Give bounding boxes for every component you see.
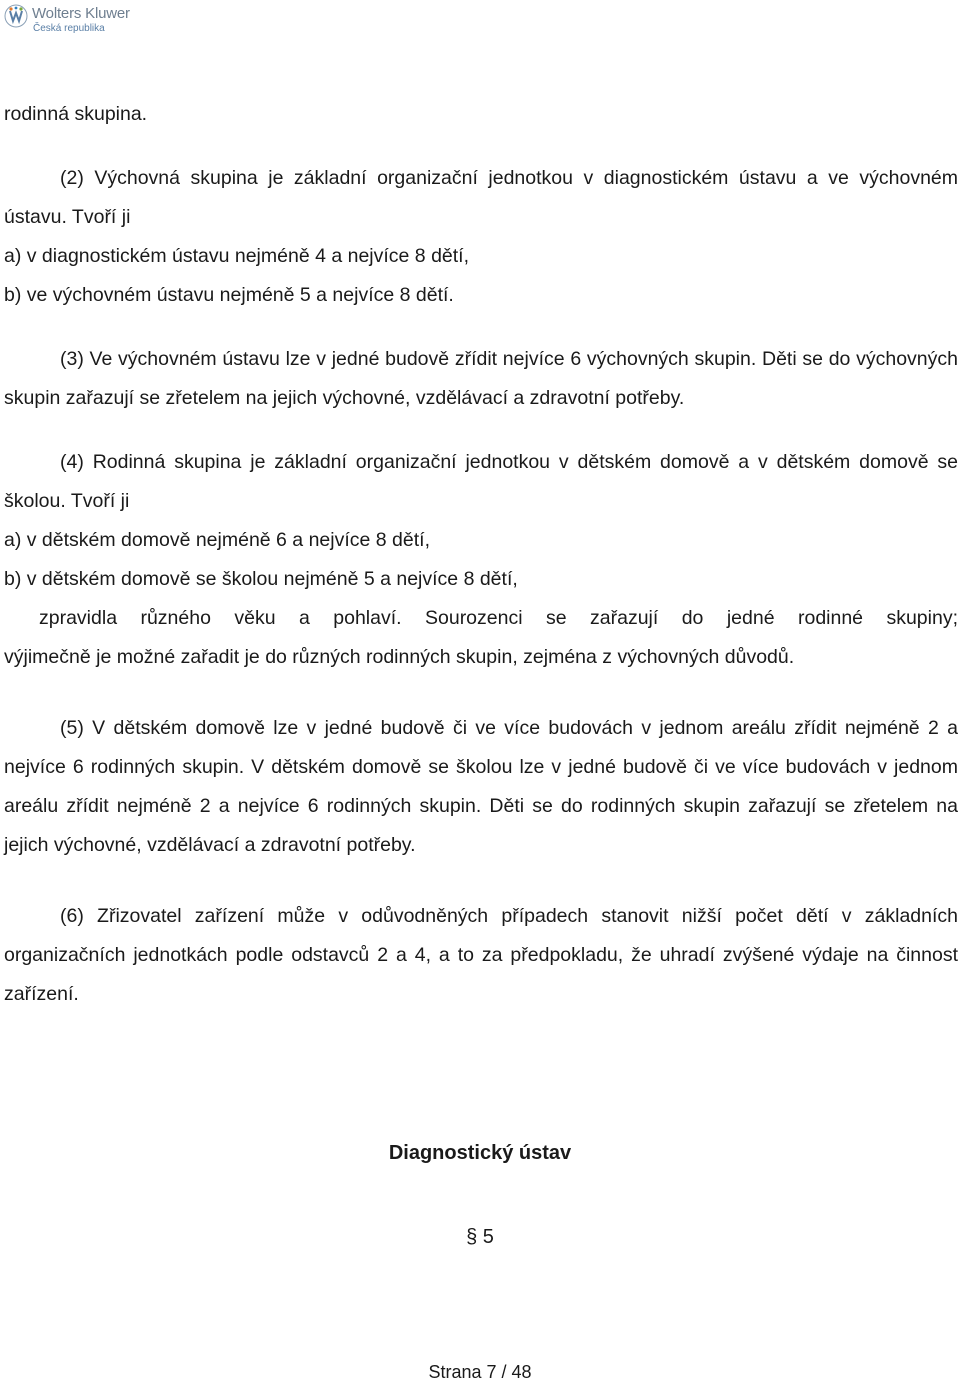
logo-subtitle: Česká republika [33,23,105,34]
paragraph-4: (4) Rodinná skupina je základní organizační jednotkou v dětském domově a v dětském domově se školou. Tvoří ji [4,451,958,512]
page-number: Strana 7 / 48 [428,1362,532,1382]
paragraph-4-continuation-2: výjimečně je možné zařadit je do různých rodinných skupin, zejména z výchovných důvodů. [4,646,795,668]
paragraph-2: (2) Výchovná skupina je základní organizační jednotkou v diagnostickém ústavu a ve výchovném ústavu. Tvoří ji [4,167,958,228]
paragraph-3: (3) Ve výchovném ústavu lze v jedné budově zřídit nejvíce 6 výchovných skupin. Děti se do výchovných skupin zařazují se zřetelem na jejich výchovné, vzdělávací a zdravotní potřeby. [4,348,958,409]
document-body [4,95,958,1014]
paragraph-5: (5) V dětském domově lze v jedné budově či ve více budovách v jednom areálu zřídit nejméně 2 a nejvíce 6 rodinných skupin. V dětském domově se školou lze v jedné budově či ve více budovách v jednom areálu zřídit nejméně 2 a nejvíce 6 rodinných skupin. Děti se do rodinných skupin zařazují se zřetelem na jejich výchovné, vzdělávací a zdravotní potřeby. [4,717,958,856]
paragraph-sign: § 5 [466,1226,494,1248]
wolters-kluwer-logo-icon [4,4,28,28]
paragraph-2-item-a: a) v diagnostickém ústavu nejméně 4 a nejvíce 8 dětí, [4,245,470,267]
paragraph-6: (6) Zřizovatel zařízení může v odůvodněných případech stanovit nižší počet dětí v základních organizačních jednotkách podle odstavců 2 a 4, a to za předpokladu, že uhradí zvýšené výdaje na činnost zařízení. [4,905,958,1005]
section-heading: Diagnostický ústav [388,1142,572,1164]
paragraph-4-continuation-1: zpravidla různého věku a pohlaví. Sourozenci se zařazují do jedné rodinné skupiny; [39,607,958,629]
paragraph-4-item-b: b) v dětském domově se školou nejméně 5 a nejvíce 8 dětí, [4,568,518,590]
paragraph-4-item-a: a) v dětském domově nejméně 6 a nejvíce 8 dětí, [4,529,430,551]
logo-name: Wolters Kluwer [32,5,130,22]
paragraph-2-item-b: b) ve výchovném ústavu nejméně 5 a nejvíce 8 dětí. [4,284,454,306]
line-rodinna-skupina: rodinná skupina. [4,103,148,125]
